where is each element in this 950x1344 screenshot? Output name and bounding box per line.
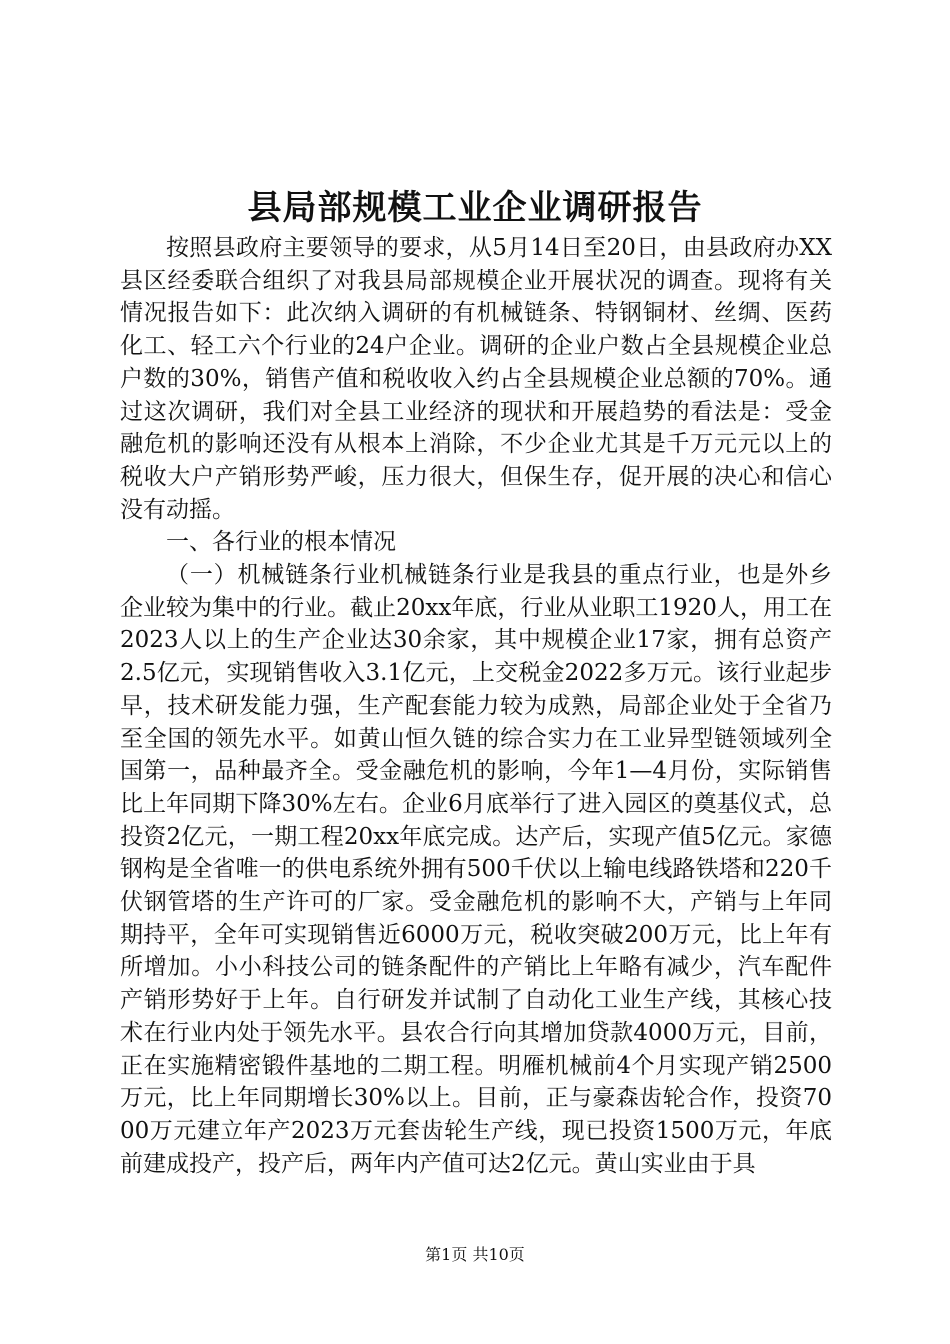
section-heading: 一、各行业的根本情况 — [166, 529, 396, 556]
document-title: 县局部规模工业企业调研报告 — [247, 188, 703, 228]
paragraph-machinery: （一）机械链条行业机械链条行业是我县的重点行业，也是外乡企业较为集中的行业。截止20xx年底，行业从业职工1920人，用工在2023人以上的生产企业达30余家，其中规模企业17家，拥有总资产2.5亿元，实现销售收入3.1亿元，上交税金2022多万元。该行业起步早，技术研发能力强，生产配套能力较为成熟，局部企业处于全省乃至全国的领先水平。如黄山恒久链的综合实力在工业异型链领域列全国第一，品种最齐全。受金融危机的影响，今年1—4月份，实际销售比上年同期下降30%左右。企业6月底举行了进入园区的奠基仪式，总投资2亿元，一期工程20xx年底完成。达产后，实现产值5亿元。家德钢构是全省唯一的供电系统外拥有500千伏以上输电线路铁塔和220千伏钢管塔的生产许可的厂家。受金融危机的影响不大，产销与上年同期持平，全年可实现销售近6000万元，税收突破200万元，比上年有所增加。小小科技公司的链条配件的产销比上年略有减少，汽车配件产销形势好于上年。自行研发并试制了自动化工业生产线，其核心技术在行业内处于领先水平。县农合行向其增加贷款4000万元，目前，正在实施精密锻件基地的二期工程。明雁机械前4个月实现产销2500万元，比上年同期增长30%以上。目前，正与豪森齿轮合作，投资7000万元建立年产2023万元套齿轮生产线，现已投资1500万元，年底前建成投产，投产后，两年内产值可达2亿元。黄山实业由于具 — [120, 562, 832, 1177]
page-number: 第1页 共10页 — [425, 1245, 525, 1264]
paragraph-intro: 按照县政府主要领导的要求，从5月14日至20日，由县政府办XX县区经委联合组织了对我县局部规模企业开展状况的调查。现将有关情况报告如下：此次纳入调研的有机械链条、特钢铜材、丝绸、医药化工、轻工六个行业的24户企业。调研的企业户数占全县规模企业总户数的30%，销售产值和税收收入约占全县规模企业总额的70%。通过这次调研，我们对全县工业经济的现状和开展趋势的看法是：受金融危机的影响还没有从根本上消除，不少企业尤其是千万元元以上的税收大户产销形势严峻，压力很大，但保生存，促开展的决心和信心没有动摇。 — [120, 235, 832, 523]
document-body — [120, 232, 832, 1180]
